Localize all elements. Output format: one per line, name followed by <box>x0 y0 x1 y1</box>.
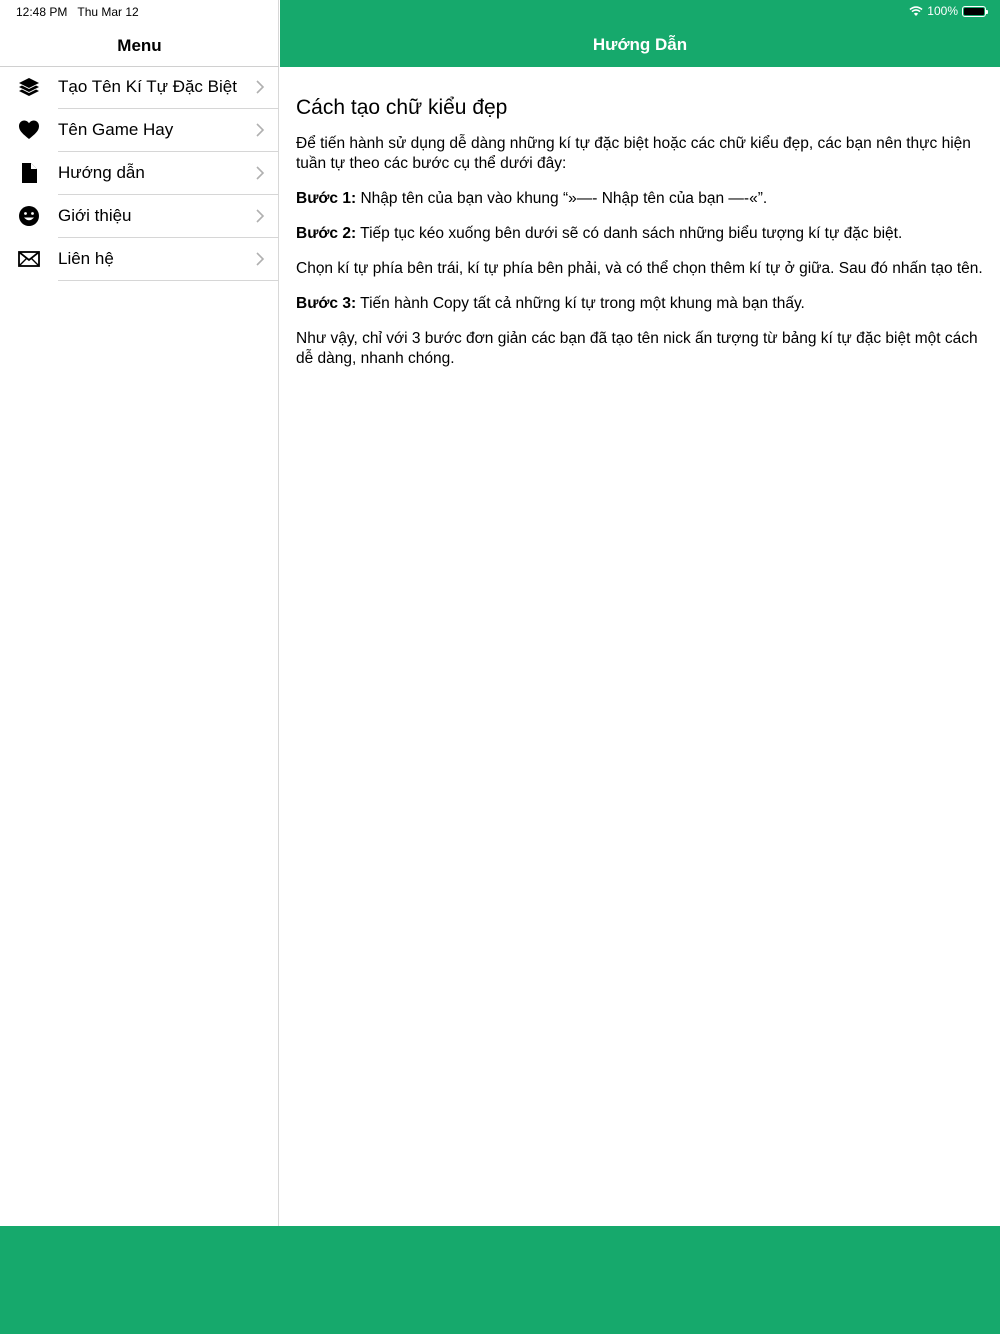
conclusion-paragraph: Như vậy, chỉ với 3 bước đơn giản các bạn đã tạo tên nick ấn tượng từ bảng kí tự đặc biệt một cách dễ dàng, nhanh chóng. <box>296 330 978 367</box>
content-heading: Cách tạo chữ kiểu đẹp <box>296 96 508 119</box>
bottom-banner <box>0 1226 1000 1334</box>
menu-item-game-names[interactable] <box>0 109 279 152</box>
smiley-icon <box>18 205 40 227</box>
step-2-detail: Chọn kí tự phía bên trái, kí tự phía bên phải, và có thể chọn thêm kí tự ở giữa. Sau đó nhấn tạo tên. <box>296 260 983 277</box>
step-1-label: Bước 1: <box>296 190 357 207</box>
status-time: 12:48 PM <box>16 5 68 19</box>
divider <box>58 280 279 281</box>
battery-icon <box>962 6 986 17</box>
menu-item-label: Tạo Tên Kí Tự Đặc Biệt <box>58 77 237 96</box>
heart-icon <box>18 119 40 141</box>
document-icon <box>18 162 40 184</box>
chevron-right-icon <box>255 209 265 223</box>
step-1-text: Nhập tên của bạn vào khung “»—- Nhập tên của bạn —-«”. <box>356 190 768 207</box>
menu-item-label: Giới thiệu <box>58 206 132 225</box>
layers-icon <box>18 76 40 98</box>
wifi-icon <box>909 6 923 17</box>
step-2-label: Bước 2: <box>296 225 357 242</box>
step-1 <box>296 189 986 209</box>
menu-item-guide[interactable] <box>0 152 279 195</box>
chevron-right-icon <box>255 166 265 180</box>
chevron-right-icon <box>255 252 265 266</box>
guide-content <box>296 96 986 384</box>
menu-list <box>0 66 279 281</box>
sidebar-title: Menu <box>117 36 162 55</box>
status-bar-right <box>909 4 986 18</box>
status-bar-left <box>16 5 139 19</box>
chevron-right-icon <box>255 123 265 137</box>
sidebar <box>0 0 279 1226</box>
step-2-text: Tiếp tục kéo xuống bên dưới sẽ có danh sách những biểu tượng kí tự đặc biệt. <box>356 225 903 242</box>
step-2 <box>296 224 986 244</box>
step-3 <box>296 294 986 314</box>
menu-item-about[interactable] <box>0 195 279 238</box>
menu-item-create-name[interactable] <box>0 66 279 109</box>
envelope-icon <box>18 248 40 270</box>
battery-percent: 100% <box>927 4 958 18</box>
intro-paragraph: Để tiến hành sử dụng dễ dàng những kí tự đặc biệt hoặc các chữ kiểu đẹp, các bạn nên thực hiện tuần tự theo các bước cụ thể dưới đây: <box>296 135 971 172</box>
status-date: Thu Mar 12 <box>77 5 139 19</box>
menu-item-label: Tên Game Hay <box>58 120 174 139</box>
step-3-label: Bước 3: <box>296 295 357 312</box>
menu-item-contact[interactable] <box>0 238 279 281</box>
navigation-bar <box>280 0 1000 67</box>
step-3-text: Tiến hành Copy tất cả những kí tự trong một khung mà bạn thấy. <box>356 295 805 312</box>
chevron-right-icon <box>255 80 265 94</box>
main-panel <box>280 0 1000 1226</box>
page-title: Hướng Dẫn <box>592 35 688 54</box>
menu-item-label: Liên hệ <box>58 249 114 268</box>
menu-item-label: Hướng dẫn <box>58 163 145 182</box>
battery-level <box>964 8 984 15</box>
